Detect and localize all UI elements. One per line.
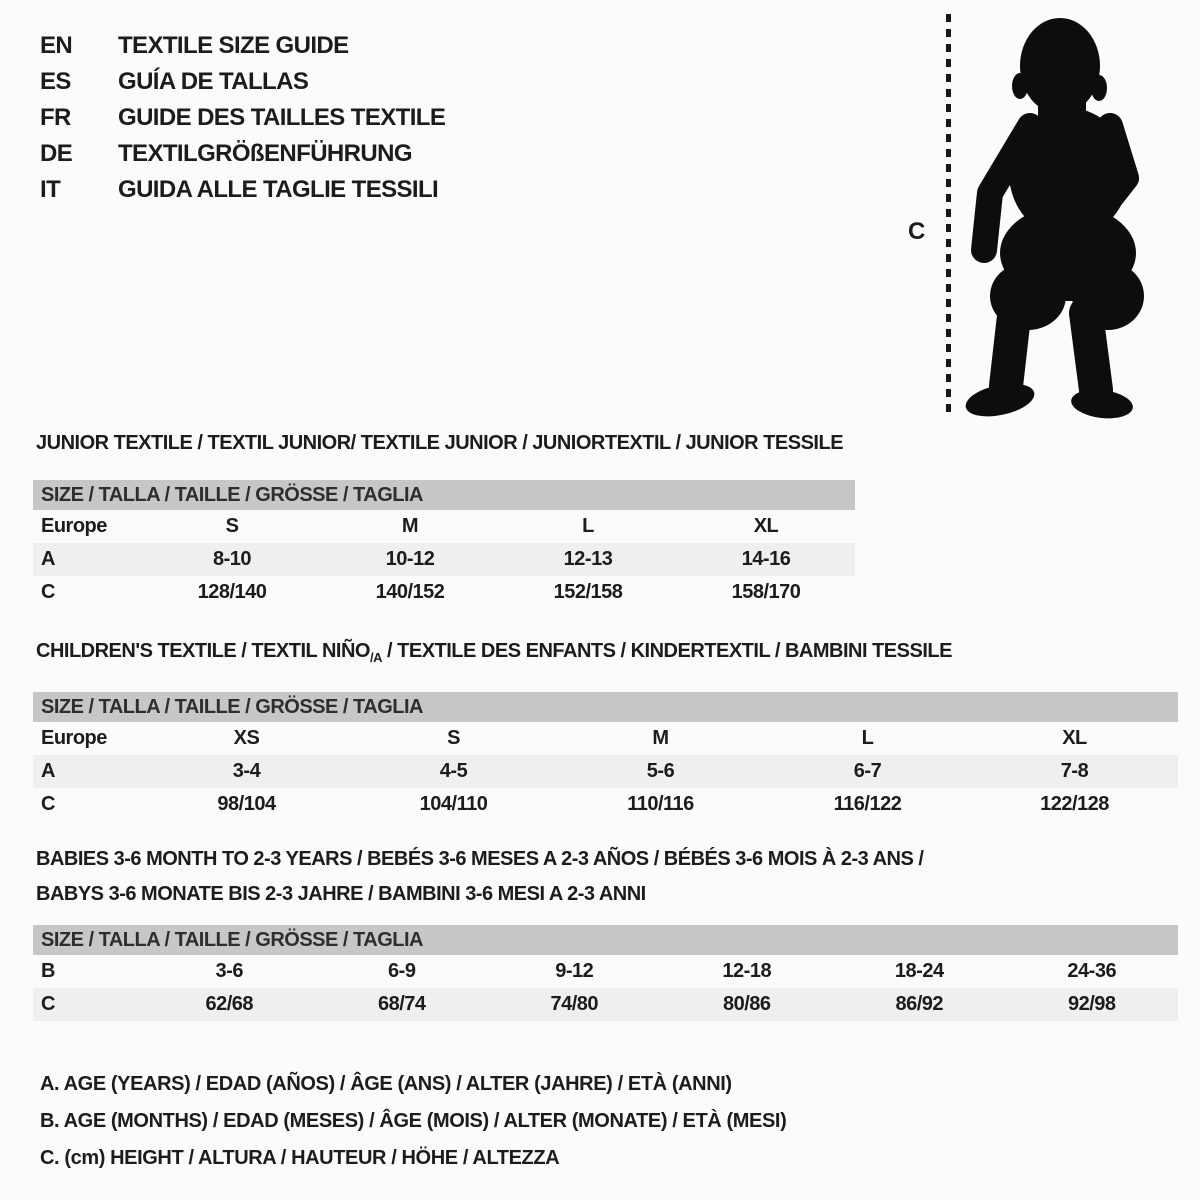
- language-row-it: [40, 172, 445, 208]
- value-cell: 7-8: [971, 755, 1178, 788]
- size-cell: L: [582, 515, 594, 537]
- value-cell: 5-6: [557, 755, 764, 788]
- measure-label-c: C: [908, 218, 926, 245]
- language-code: FR: [40, 104, 71, 131]
- value-cell: 128/140: [197, 581, 267, 603]
- size-cell: XL: [753, 515, 779, 537]
- value-cell: 10-12: [321, 543, 499, 576]
- legend-line-c: C. (cm) HEIGHT / ALTURA / HAUTEUR / HÖHE / ALTEZZA: [40, 1147, 560, 1169]
- language-row-es: [40, 64, 445, 100]
- size-cell: M: [401, 515, 419, 537]
- toddler-silhouette: [950, 8, 1150, 423]
- value-cell: 3-6: [215, 960, 243, 982]
- value-cell: 14-16: [677, 543, 855, 576]
- value-cell: 80/86: [661, 988, 834, 1021]
- row-label-c: C: [41, 581, 55, 603]
- language-label: GUIDE DES TAILLES TEXTILE: [118, 104, 446, 131]
- size-cell: S: [225, 515, 239, 537]
- row-label-b: B: [41, 960, 55, 982]
- children-title-post: / TEXTILE DES ENFANTS / KINDERTEXTIL / BAMBINI TESSILE: [381, 640, 952, 662]
- value-cell: 152/158: [553, 581, 623, 603]
- value-cell: 74/80: [488, 988, 661, 1021]
- table-header-bar: SIZE / TALLA / TAILLE / GRÖSSE / TAGLIA: [33, 925, 1178, 955]
- table-header-bar: SIZE / TALLA / TAILLE / GRÖSSE / TAGLIA: [33, 480, 855, 510]
- value-cell: 98/104: [217, 793, 276, 815]
- value-cell: 12-18: [722, 960, 772, 982]
- language-row-en: [40, 28, 445, 64]
- language-label: GUÍA DE TALLAS: [118, 68, 309, 95]
- legend-line-a: A. AGE (YEARS) / EDAD (AÑOS) / ÂGE (ANS) / ALTER (JAHRE) / ETÀ (ANNI): [40, 1073, 732, 1095]
- value-cell: 92/98: [1006, 988, 1179, 1021]
- value-cell: 140/152: [375, 581, 445, 603]
- value-cell: 3-4: [143, 755, 350, 788]
- size-cell: S: [447, 727, 460, 749]
- language-code: IT: [40, 176, 61, 203]
- language-code: ES: [40, 68, 71, 95]
- language-list: [40, 28, 445, 208]
- value-cell: 68/74: [316, 988, 489, 1021]
- value-cell: 12-13: [499, 543, 677, 576]
- language-label: TEXTILGRÖßENFÜHRUNG: [118, 140, 412, 167]
- row-label-europe: Europe: [41, 727, 107, 749]
- size-cell: M: [652, 727, 669, 749]
- children-title-sub: /A: [369, 650, 382, 665]
- size-cell: L: [861, 727, 874, 749]
- row-label-c: C: [41, 793, 55, 815]
- value-cell: 86/92: [833, 988, 1006, 1021]
- junior-size-table: [33, 480, 855, 609]
- legend: [40, 1066, 786, 1177]
- value-cell: 4-5: [350, 755, 557, 788]
- children-size-table: [33, 692, 1178, 821]
- language-code: EN: [40, 32, 73, 59]
- value-cell: 110/116: [627, 793, 694, 815]
- value-cell: 116/122: [833, 793, 902, 815]
- table-header-bar: SIZE / TALLA / TAILLE / GRÖSSE / TAGLIA: [33, 692, 1178, 722]
- children-title-pre: CHILDREN'S TEXTILE / TEXTIL NIÑO: [36, 640, 370, 662]
- language-code: DE: [40, 140, 73, 167]
- value-cell: 6-7: [764, 755, 971, 788]
- value-cell: 24-36: [1067, 960, 1117, 982]
- size-cell: XS: [233, 727, 260, 749]
- size-cell: XL: [1062, 727, 1087, 749]
- babies-section-title-line2: BABYS 3-6 MONATE BIS 2-3 JAHRE / BAMBINI 3-6 MESI A 2-3 ANNI: [36, 883, 646, 905]
- row-label-c: C: [33, 988, 143, 1021]
- language-label: GUIDA ALLE TAGLIE TESSILI: [118, 176, 439, 203]
- value-cell: 104/110: [419, 793, 488, 815]
- value-cell: 9-12: [555, 960, 594, 982]
- language-label: TEXTILE SIZE GUIDE: [118, 32, 349, 59]
- children-section-title: [36, 640, 952, 665]
- row-label-europe: Europe: [41, 515, 107, 537]
- value-cell: 62/68: [143, 988, 316, 1021]
- row-label-a: A: [33, 755, 143, 788]
- legend-line-b: B. AGE (MONTHS) / EDAD (MESES) / ÂGE (MOIS) / ALTER (MONATE) / ETÀ (MESI): [40, 1110, 787, 1132]
- junior-section-title: JUNIOR TEXTILE / TEXTIL JUNIOR/ TEXTILE JUNIOR / JUNIORTEXTIL / JUNIOR TESSILE: [36, 432, 844, 454]
- babies-size-table: [33, 925, 1178, 1021]
- babies-section-title-line1: BABIES 3-6 MONTH TO 2-3 YEARS / BEBÉS 3-6 MESES A 2-3 AÑOS / BÉBÉS 3-6 MOIS À 2-3 ANS /: [36, 848, 924, 870]
- value-cell: 122/128: [1040, 793, 1109, 815]
- row-label-a: A: [33, 543, 143, 576]
- value-cell: 158/170: [731, 581, 801, 603]
- language-row-fr: [40, 100, 445, 136]
- value-cell: 8-10: [143, 543, 321, 576]
- value-cell: 18-24: [894, 960, 944, 982]
- language-row-de: [40, 136, 445, 172]
- value-cell: 6-9: [388, 960, 416, 982]
